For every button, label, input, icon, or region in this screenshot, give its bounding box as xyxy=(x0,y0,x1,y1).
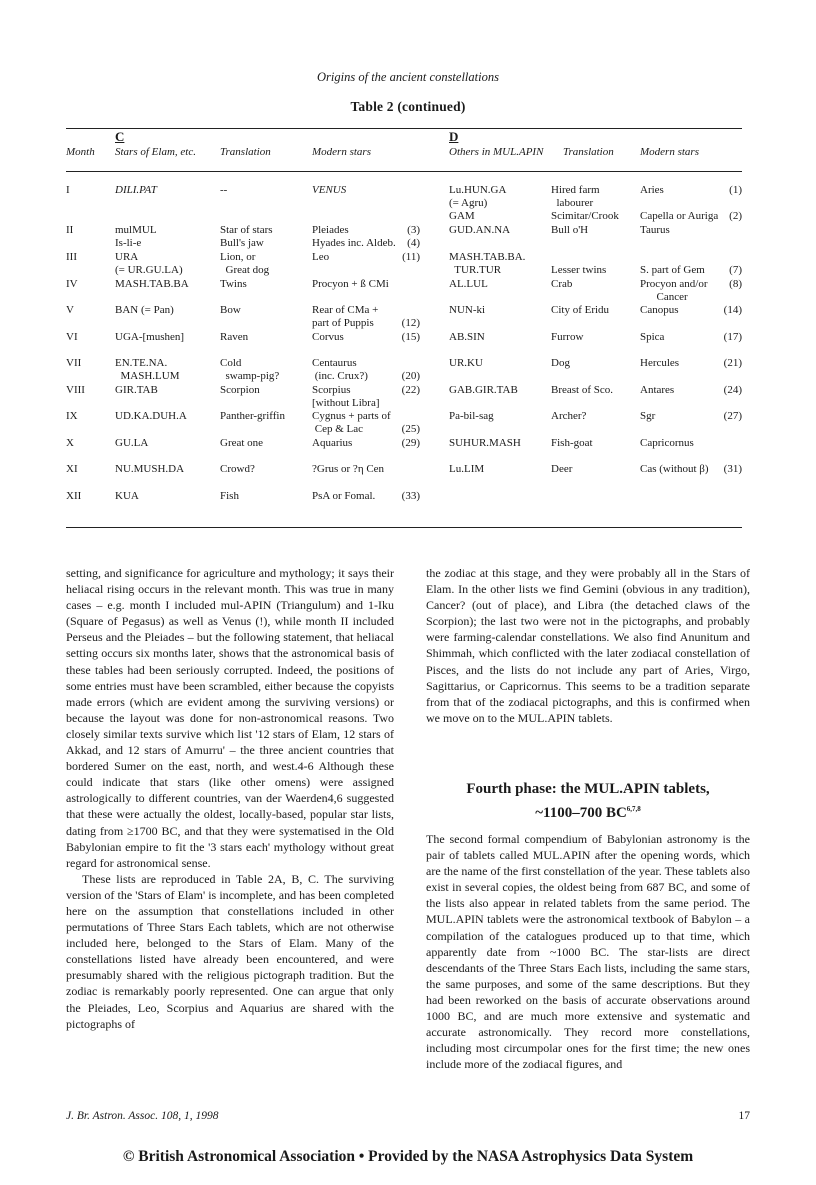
footer-journal-citation: J. Br. Astron. Assoc. 108, 1, 1998 xyxy=(66,1110,219,1122)
table-cell-trans: Crowd? xyxy=(220,463,255,475)
table-cell-dtrans: Fish-goat xyxy=(551,437,593,449)
table-cell-month: VIII xyxy=(66,384,85,396)
table-cell-modern-num: (11) xyxy=(402,251,420,263)
table-cell-trans: Scorpion xyxy=(220,384,260,396)
table-cell-dtrans: Hired farm labourer Scimitar/Crook xyxy=(551,184,619,222)
table-cell-dnum: (17) xyxy=(723,331,742,343)
header-translation-d: Translation xyxy=(563,146,614,158)
table-cell-elam: GIR.TAB xyxy=(115,384,158,396)
table-cell-modern-num: (22) xyxy=(401,384,420,396)
left-paragraph-1: setting, and significance for agriculture and mythology; it says their heliacal rising occurs in the relevant month. This was true in many cases – e.g. month I included mul-APIN (Triangulum) and 1-Iku (Square of Pegasus) as well as Venus (!), while month II included Perseus and the Pleiades – but the following statement, that heliacal setting occurs six months later, shows that the astronomical basis of these tables had been seriously corrupted. Indeed, the positions of some entries must have been scrambled, either because the copyists made errors (which are evident among the surviving versions) or because the layout was done for non-astronomical reasons. Two closely similar texts survive which list '12 stars of Elam, 12 stars of Akkad, and 12 stars of Amurru' – the three ancient countries that bordered Sumer on the east, north, and west.4-6 Although these could indicate that stars (like other omens) were assigned astrologically to different countries, van der Waerden4,6 suggested that these were actually the oldest, locally-based, popular star lists, dating from ≥1700 BC, and that they were systematised in the Old Babylonian empire to fit the '3 stars each' mythology without great regard for astronomical sense. xyxy=(66,566,394,870)
table-cell-modern: Leo xyxy=(312,251,330,263)
table-cell-month: X xyxy=(66,437,74,449)
table-cell-modern-num: (15) xyxy=(401,331,420,343)
table-cell-other: Lu.LIM xyxy=(449,463,485,475)
table-cell-dmodern: Procyon and/or Cancer xyxy=(640,278,708,303)
table-cell-month: V xyxy=(66,304,74,316)
table-cell-dtrans: Lesser twins xyxy=(551,264,607,276)
page-number: 17 xyxy=(738,1110,750,1122)
table-cell-modern: Cygnus + parts of Cep & Lac xyxy=(312,410,391,435)
table-cell-dnum: (31) xyxy=(723,463,742,475)
table-cell-modern-num: (12) xyxy=(401,317,420,329)
ads-credit-line: © British Astronomical Association • Provided by the NASA Astrophysics Data System xyxy=(122,1148,694,1165)
section-heading-line-1: Fourth phase: the MUL.APIN tablets, xyxy=(466,781,710,797)
table-cell-dmodern: Hercules xyxy=(640,357,680,369)
table-cell-other: AL.LUL xyxy=(449,278,488,290)
table-cell-dtrans: Crab xyxy=(551,278,573,290)
table-header-rule xyxy=(66,171,742,172)
table-cell-other: Pa-bil-sag xyxy=(449,410,494,422)
table-cell-modern-num: (25) xyxy=(401,423,420,435)
header-others: Others in MUL.APIN xyxy=(449,146,544,158)
table-title: Table 2 (continued) xyxy=(350,99,466,114)
header-stars-elam: Stars of Elam, etc. xyxy=(115,146,196,158)
left-column xyxy=(66,565,394,1032)
right-column-bottom xyxy=(426,831,750,1072)
table-cell-modern-num: (33) xyxy=(401,490,420,502)
table-cell-other: MASH.TAB.BA. TUR.TUR xyxy=(449,251,526,276)
table-cell-trans: Star of stars Bull's jaw xyxy=(220,224,273,249)
table-cell-dmodern: Canopus xyxy=(640,304,679,316)
table-cell-modern: Scorpius [without Libra] xyxy=(312,384,380,409)
table-cell-elam: mulMUL Is-li-e xyxy=(115,224,157,249)
section-d-label: D xyxy=(449,129,459,144)
header-translation-c: Translation xyxy=(220,146,271,158)
table-cell-dtrans: Furrow xyxy=(551,331,584,343)
table-cell-month: VI xyxy=(66,331,78,343)
table-cell-trans: Lion, or Great dog xyxy=(220,251,270,276)
table-cell-modern: VENUS xyxy=(312,184,347,196)
table-cell-other: GUD.AN.NA xyxy=(449,224,511,236)
table-cell-dnum: (27) xyxy=(723,410,742,422)
right-column-top xyxy=(426,565,750,726)
table-cell-other: GAB.GIR.TAB xyxy=(449,384,518,396)
table-cell-dtrans: Deer xyxy=(551,463,573,475)
table-cell-elam: GU.LA xyxy=(115,437,149,449)
table-cell-elam: KUA xyxy=(115,490,139,502)
section-heading-line-2 xyxy=(426,799,750,823)
left-paragraph-2: These lists are reproduced in Table 2A, B, C. The surviving version of the 'Stars of Elam' is incomplete, and has been completed here on the assumption that constellations included in other permutations of Three Stars Each tablets, which are not otherwise included here, belonged to the Stars of Elam. Many of the constellations listed have already been encountered, and were presumably shared with the religious pictograph tradition. But the zodiac is remarkably poorly represented. One can argue that only the Pleiades, Leo, Scorpius and Aquarius are shared with the pictographs of xyxy=(66,871,394,1031)
table-cell-month: IX xyxy=(66,410,78,422)
table-cell-modern: PsA or Fomal. xyxy=(312,490,376,502)
table-bottom-rule xyxy=(66,527,742,528)
section-heading-refs: 6,7,8 xyxy=(626,805,641,813)
section-heading-dates: ~1100–700 BC xyxy=(535,805,627,821)
table-cell-elam: EN.TE.NA. MASH.LUM xyxy=(115,357,180,382)
table-cell-dmodern: Spica xyxy=(640,331,665,343)
table-cell-month: XII xyxy=(66,490,82,502)
table-cell-other: UR.KU xyxy=(449,357,483,369)
table-cell-modern: Corvus xyxy=(312,331,344,343)
table-cell-modern-num: (29) xyxy=(401,437,420,449)
table-cell-elam: MASH.TAB.BA xyxy=(115,278,189,290)
table-cell-dmodern: Aries Capella or Auriga xyxy=(640,184,719,222)
table-cell-other: SUHUR.MASH xyxy=(449,437,521,449)
table-cell-dmodern: S. part of Gem xyxy=(640,264,705,276)
table-cell-month: IV xyxy=(66,278,78,290)
table-top-rule xyxy=(66,128,742,129)
running-head: Origins of the ancient constellations xyxy=(317,70,499,84)
table-cell-dmodern: Capricornus xyxy=(640,437,694,449)
table-cell-dtrans: Breast of Sco. xyxy=(551,384,614,396)
table-cell-dmodern: Taurus xyxy=(640,224,670,236)
table-cell-dnum: (24) xyxy=(723,384,742,396)
table-cell-modern-num: (3) (4) xyxy=(407,224,420,249)
right-paragraph-1: the zodiac at this stage, and they were probably all in the Stars of Elam. In the other lists we find Gemini (obvious in any tradition), Cancer? (out of place), and Libra (the detached claws of the Scorpion); the last two were not in the pictographs, and probably were farming-calendar constellations. We also find Anunitum and Shimmah, which conflicted with the later zodiacal constellation of Pisces, and the lists do not include any part of Aries, Virgo, Sagittarius, or Capricornus. This seems to be a tradition separate from that of the zodiacal pictographs, and this is confirmed when we move on to the MUL.APIN tablets. xyxy=(426,566,750,725)
table-cell-month: VII xyxy=(66,357,82,369)
table-cell-modern: Centaurus (inc. Crux?) xyxy=(312,357,368,382)
table-cell-dmodern: Sgr xyxy=(640,410,656,422)
table-cell-trans: Raven xyxy=(220,331,249,343)
header-modern-c: Modern stars xyxy=(312,146,371,158)
table-cell-dtrans: City of Eridu xyxy=(551,304,610,316)
table-cell-dnum: (8) xyxy=(729,278,742,290)
table-cell-trans: Great one xyxy=(220,437,264,449)
table-cell-dtrans: Bull o'H xyxy=(551,224,589,236)
table-cell-trans: Fish xyxy=(220,490,239,502)
table-cell-dnum: (1) (2) xyxy=(729,184,742,222)
table-cell-elam: NU.MUSH.DA xyxy=(115,463,185,475)
table-cell-dtrans: Archer? xyxy=(551,410,587,422)
table-cell-dtrans: Dog xyxy=(551,357,570,369)
table-cell-elam: BAN (= Pan) xyxy=(115,304,174,316)
section-c-label: C xyxy=(115,129,125,144)
table-cell-trans: Bow xyxy=(220,304,241,316)
table-cell-modern: Procyon + ß CMi xyxy=(312,278,389,290)
table-cell-trans: Cold swamp-pig? xyxy=(220,357,280,382)
table-cell-modern: Pleiades Hyades inc. Aldeb. xyxy=(312,224,396,249)
table-cell-trans: Panther-griffin xyxy=(220,410,285,422)
section-heading xyxy=(426,779,750,823)
table-cell-modern: Rear of CMa + part of Puppis xyxy=(312,304,379,329)
table-cell-elam: URA (= UR.GU.LA) xyxy=(115,251,183,276)
table-cell-trans: Twins xyxy=(220,278,247,290)
table-cell-modern: Aquarius xyxy=(312,437,353,449)
table-cell-other: AB.SIN xyxy=(449,331,485,343)
table-cell-dnum: (7) xyxy=(729,264,742,276)
table-cell-other: NUN-ki xyxy=(449,304,486,316)
table-cell-other: Lu.HUN.GA (= Agru) GAM xyxy=(449,184,507,222)
table-cell-dmodern: Antares xyxy=(640,384,675,396)
table-cell-elam: UGA-[mushen] xyxy=(115,331,185,343)
table-cell-dnum: (21) xyxy=(723,357,742,369)
table-cell-elam: UD.KA.DUH.A xyxy=(115,410,187,422)
table-cell-elam: DILI.PAT xyxy=(115,184,157,196)
table-cell-modern-num: (20) xyxy=(401,370,420,382)
right-paragraph-2: The second formal compendium of Babylonian astronomy is the pair of tablets called MUL.APIN after the opening words, which are the name of the first constellation of the year. These tablets also exist in several copies, the oldest being from 687 BC, and some of the lists also appear in related tablets from the same period. The MUL.APIN tablets were the astronomical textbook of Babylon – a compilation of the catalogues produced up to that time, which apparently date from ~1000 BC. The star-lists are direct descendants of the Three Stars Each lists, including the same stars, the same purposes, and some of the same descriptions. But they had been reworked on the basis of accurate observations around 1000 BC, and are much more extensive and systematic and accurate astronomically. They record more constellations, including most circumpolar ones for the first time; the new ones include more of the zodiacal figures, and xyxy=(426,832,750,1072)
table-cell-month: II xyxy=(66,224,74,236)
table-cell-trans: -- xyxy=(220,184,228,196)
table-cell-month: XI xyxy=(66,463,78,475)
table-cell-month: III xyxy=(66,251,77,263)
header-modern-d: Modern stars xyxy=(640,146,699,158)
table-cell-modern: ?Grus or ?η Cen xyxy=(312,463,385,475)
table-cell-dnum: (14) xyxy=(723,304,742,316)
table-cell-month: I xyxy=(66,184,70,196)
table-cell-dmodern: Cas (without β) xyxy=(640,463,709,475)
header-month: Month xyxy=(66,146,95,158)
